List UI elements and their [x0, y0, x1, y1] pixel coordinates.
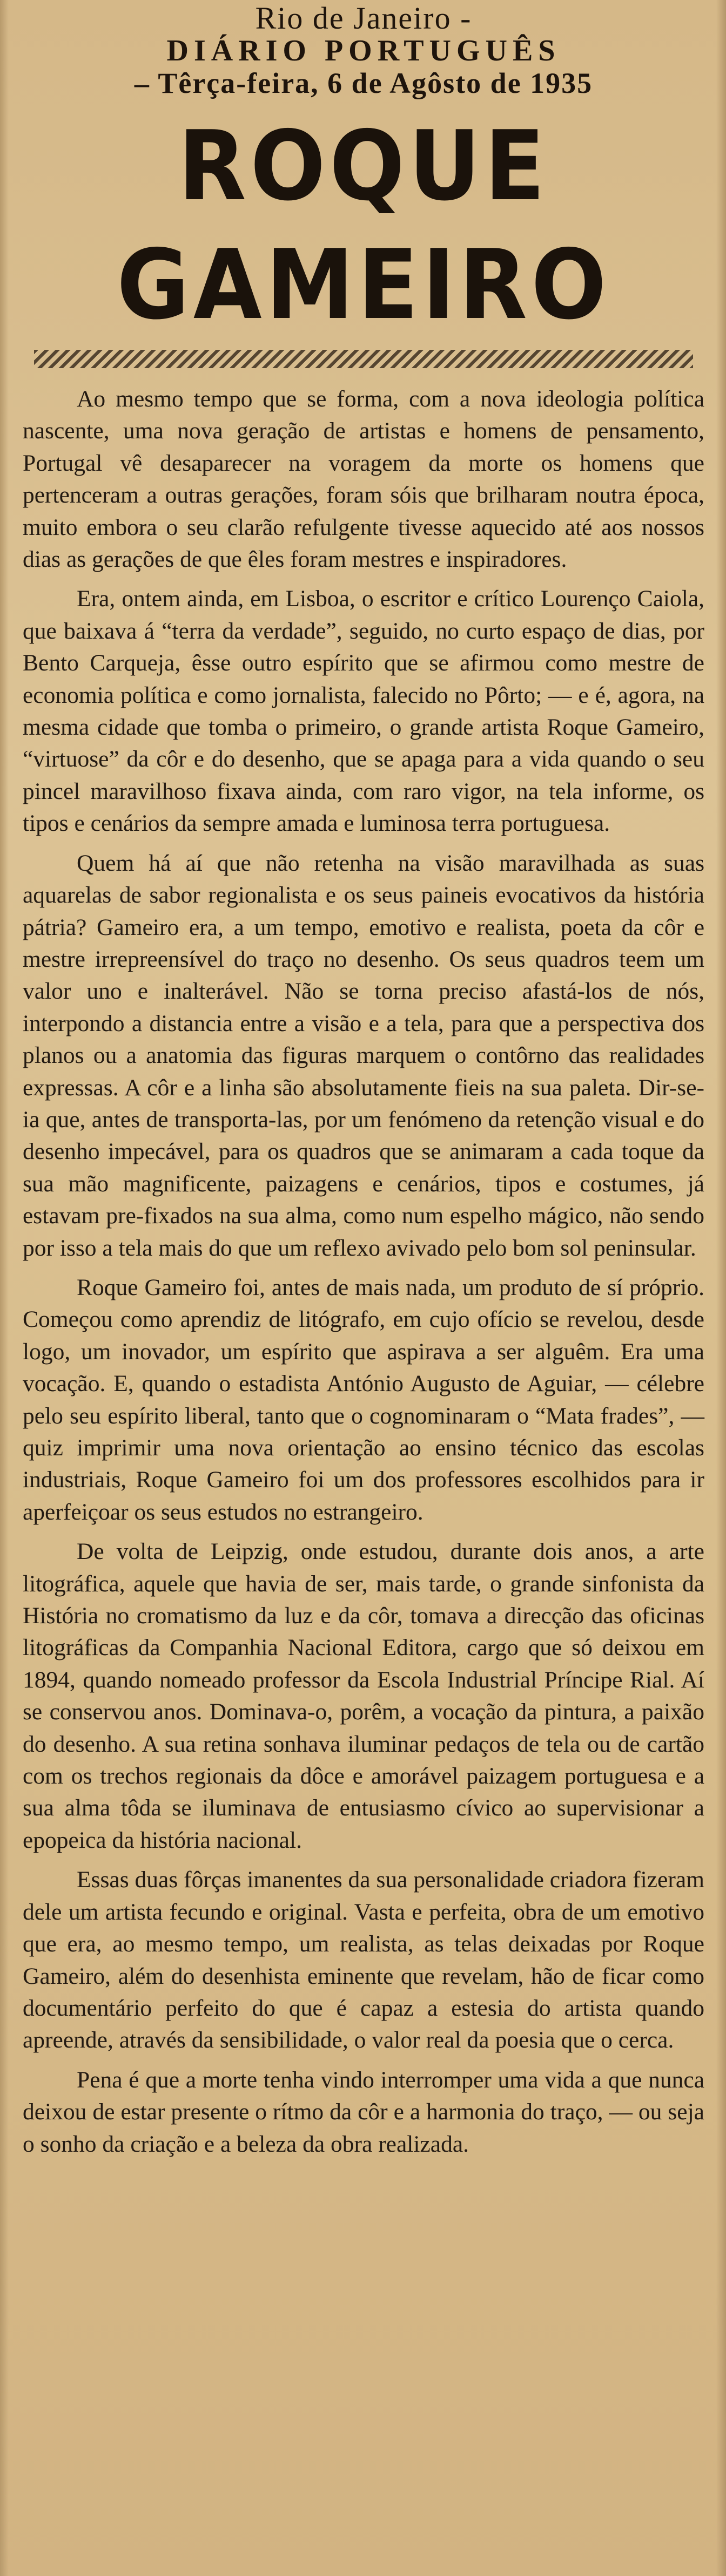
- headline: ROQUE GAMEIRO: [117, 110, 610, 341]
- article-body: [23, 383, 704, 2160]
- masthead: [23, 0, 704, 99]
- paragraph-2: Era, ontem ainda, em Lisboa, o escritor e crítico Lourenço Caiola, que baixava á “terra da verdade”, seguido, no curto espaço de dias, por Bento Carqueja, êsse outro espírito que se afirmou como mestre de economia política e como jornalista, falecido no Pôrto; — e é, agora, na mesma cidade que tomba o primeiro, o grande artista Roque Gameiro, “virtuose” da côr e do desenho, que se apaga para a vida quando o seu pincel maravilhoso fixava ainda, com raro vigor, na tela informe, os tipos e cenários da sempre amada e luminosa terra portuguesa.: [23, 586, 704, 837]
- decorative-rule: [34, 350, 693, 368]
- headline-box: [34, 107, 693, 344]
- paragraph-7: Pena é que a morte tenha vindo interromper uma vida a que nunca deixou de estar presente o rítmo da côr e a harmonia do traço, — ou seja o sonho da criação e a beleza da obra realizada.: [23, 2066, 704, 2157]
- paragraph-5: De volta de Leipzig, onde estudou, durante dois anos, a arte litográfica, aquele que havia de ser, mais tarde, o grande sinfonista da História no cromatismo da luz e da côr, tomava a direcção das oficinas litográficas da Companhia Nacional Editora, cargo que só deixou em 1894, quando nomeado professor da Escola Industrial Príncipe Rial. Aí se conservou anos. Dominava-o, porêm, a vocação da pintura, a paixão do desenho. A sua retina sonhava iluminar pedaços de tela ou de cartão com os trechos regionais da dôce e amorável paizagem portuguesa e a sua alma tôda se iluminava de entusiasmo cívico ao supervisionar a epopeica da história nacional.: [23, 1538, 704, 1853]
- paper-edge-left: [0, 0, 9, 2576]
- paper-edge-right: [716, 0, 726, 2576]
- newspaper-name: DIÁRIO PORTUGUÊS: [166, 34, 561, 67]
- paragraph-6: Essas duas fôrças imanentes da sua personalidade criadora fizeram dele um artista fecundo e original. Vasta e perfeita, obra de um emotivo que era, ao mesmo tempo, um realista, as telas deixadas por Roque Gameiro, além do desenhista eminente que revelam, hão de ficar como documentário perfeito do que é capaz a estesia do artista quando apreende, através da sensibilidade, o valor real da poesia que o cerca.: [23, 1867, 704, 2053]
- city-line: Rio de Janeiro -: [255, 1, 472, 36]
- paragraph-1: Ao mesmo tempo que se forma, com a nova ideologia política nascente, uma nova geração de artistas e homens de pensamento, Portugal vê desaparecer na voragem da morte os homens que pertenceram a outras gerações, foram sóis que brilharam noutra época, muito embora o seu clarão refulgente tivesse aquecido até aos nossos dias as gerações de que êles foram mestres e inspiradores.: [23, 386, 704, 573]
- paragraph-4: Roque Gameiro foi, antes de mais nada, um produto de sí próprio. Começou como aprendiz de litógrafo, em cujo ofício se revelou, desde logo, um inovador, um espírito que aspirava a ser alguêm. Era uma vocação. E, quando o estadista António Augusto de Aguiar, — célebre pelo seu espírito liberal, tanto que o cognominaram o “Mata frades”, — quiz imprimir uma nova orientação ao ensino técnico das escolas industriais, Roque Gameiro foi um dos professores escolhidos para ir aperfeiçoar os seus estudos no estrangeiro.: [23, 1274, 704, 1525]
- paragraph-3: Quem há aí que não retenha na visão maravilhada as suas aquarelas de sabor regionalista e os seus paineis evocativos da história pátria? Gameiro era, a um tempo, emotivo e realista, poeta da côr e mestre irrepreensível do traço no desenho. Os seus quadros teem um valor uno e inalterável. Não se torna preciso afastá-los de nós, interpondo a distancia entre a visão e a tela, para que a perspectiva dos planos ou a anatomia das figuras marquem o contôrno das realidades expressas. A côr e a linha são absolutamente fieis na sua paleta. Dir-se-ia que, antes de transporta-las, por um fenómeno da retenção visual e do desenho impecável, para os quadros que se animaram a cada toque da sua mão magnificente, paizagens e cenários, tipos e costumes, já estavam pre-fixados na sua alma, como num espelho mágico, não sendo por isso a tela mais do que um reflexo avivado pelo bom sol peninsular.: [23, 850, 704, 1261]
- date-line: – Têrça-feira, 6 de Agôsto de 1935: [134, 67, 593, 99]
